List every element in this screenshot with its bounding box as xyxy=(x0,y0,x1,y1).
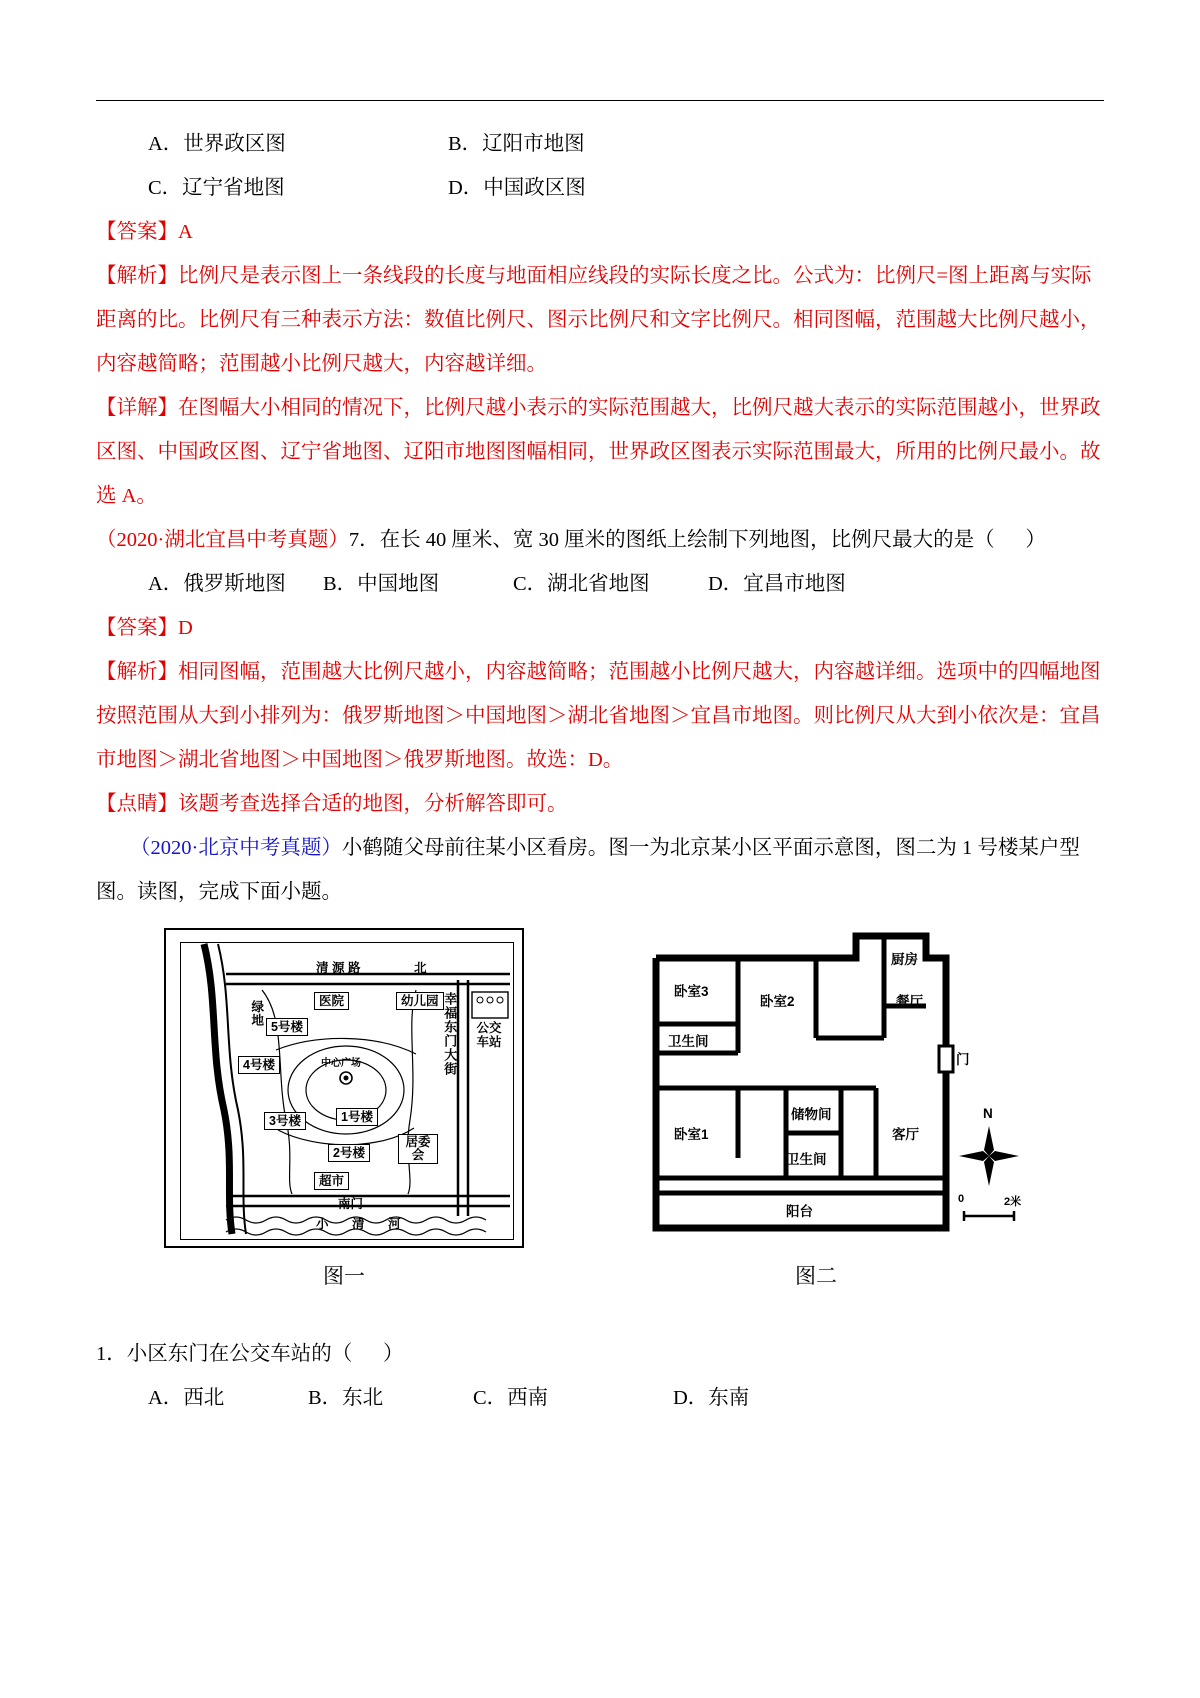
option-c-q7: C．湖北省地图 xyxy=(513,573,650,595)
answer-q7-value: D xyxy=(178,617,193,639)
fig1-kindergarten-label: 幼儿园 xyxy=(396,992,444,1010)
fig2-bedroom3-label: 卧室3 xyxy=(674,984,709,999)
option-a-q7: A．俄罗斯地图 xyxy=(148,573,286,595)
options-row-q1 xyxy=(96,1376,1104,1420)
answer-q7 xyxy=(96,606,1104,650)
option-a-q1: A．西北 xyxy=(148,1387,225,1409)
fig1-hospital-label: 医院 xyxy=(314,992,349,1010)
fig2-kitchen-label: 厨房 xyxy=(891,952,918,967)
analysis-q7-text: 相同图幅，范围越大比例尺越小，内容越简略；范围越小比例尺越大，内容越详细。选项中的四幅地图按照范围从大到小排列为：俄罗斯地图＞中国地图＞湖北省地图＞宜昌市地图。则比例尺从大到小依次是：宜昌市地图＞湖北省地图＞中国地图＞俄罗斯地图。故选：D。 xyxy=(96,661,1101,771)
fig1-building3-label: 3号楼 xyxy=(264,1112,306,1130)
point-q7 xyxy=(96,782,1104,826)
option-d-q1: D．东南 xyxy=(673,1387,750,1409)
point-q7-text: 该题考查选择合适的地图，分析解答即可。 xyxy=(178,793,568,815)
question-beijing xyxy=(96,826,1104,914)
figure2-caption: 图二 xyxy=(795,1264,837,1288)
answer-q7-tag: 【答案】 xyxy=(96,617,178,639)
option-b-q6: B．辽阳市地图 xyxy=(448,133,585,155)
options-row-q6-2 xyxy=(96,166,1104,210)
option-b-q7: B．中国地图 xyxy=(323,573,440,595)
fig1-bus-station-label: 公交车站 xyxy=(476,1021,502,1049)
point-q7-tag: 【点睛】 xyxy=(96,793,178,815)
question-1-stem: 1．小区东门在公交车站的（ ） xyxy=(96,1343,404,1365)
fig1-river-label: 小 清 河 xyxy=(316,1217,411,1231)
fig2-bedroom1-label: 卧室1 xyxy=(674,1127,709,1142)
qbj-text: 小鹤随父母前往某小区看房。图一为北京某小区平面示意图，图二为 1 号楼某户型图。读图，完成下面小题。 xyxy=(96,837,1080,903)
fig1-road-top-label: 清 源 路 xyxy=(316,961,361,975)
fig2-dining-label: 餐厅 xyxy=(896,994,923,1009)
fig1-center-square-label: 中心广场 xyxy=(321,1058,361,1069)
question-7 xyxy=(96,518,1104,562)
options-row-q7 xyxy=(96,562,1104,606)
q7-stem: 7．在长 40 厘米、宽 30 厘米的图纸上绘制下列地图，比例尺最大的是（ ） xyxy=(348,529,1046,551)
analysis-q7-tag: 【解析】 xyxy=(96,661,178,683)
answer-q6-value: A xyxy=(178,221,193,243)
fig1-building4-label: 4号楼 xyxy=(238,1056,280,1074)
fig1-committee-label: 居委会 xyxy=(398,1134,438,1164)
option-a-q6: A．世界政区图 xyxy=(148,133,286,155)
fig2-walls xyxy=(626,928,1026,1258)
option-c-q1: C．西南 xyxy=(473,1387,549,1409)
fig1-building2-label: 2号楼 xyxy=(328,1144,370,1162)
figure-neighborhood-plan xyxy=(164,928,524,1248)
fig1-building1-label: 1号楼 xyxy=(336,1108,378,1126)
fig2-bathroom1-label: 卫生间 xyxy=(668,1034,709,1049)
fig2-compass-north-label: N xyxy=(983,1106,993,1121)
header-rule xyxy=(96,100,1104,101)
q7-source: （2020·湖北宜昌中考真题） xyxy=(96,529,349,551)
fig2-scale-end-label: 2米 xyxy=(1004,1196,1022,1208)
detail-q6-text: 在图幅大小相同的情况下，比例尺越小表示的实际范围越大，比例尺越大表示的实际范围越小，世界政区图、中国政区图、辽宁省地图、辽阳市地图图幅相同，世界政区图表示实际范围最大，所用的比例尺最小。故选 A。 xyxy=(96,397,1101,507)
fig1-north-label: 北 xyxy=(414,961,427,975)
qbj-source: （2020·北京中考真题） xyxy=(130,837,342,859)
fig2-scale-start-label: 0 xyxy=(958,1193,965,1205)
fig1-supermarket-label: 超市 xyxy=(314,1172,349,1190)
analysis-q7 xyxy=(96,650,1104,782)
fig1-xingfu-street-label: 幸福东门大街 xyxy=(442,992,458,1076)
fig2-bedroom2-label: 卧室2 xyxy=(760,994,795,1009)
option-b-q1: B．东北 xyxy=(308,1387,384,1409)
option-d-q6: D．中国政区图 xyxy=(448,177,586,199)
fig2-bathroom2-label: 卫生间 xyxy=(786,1152,827,1167)
fig2-door-label: 门 xyxy=(956,1052,970,1067)
answer-q6-tag: 【答案】 xyxy=(96,221,178,243)
analysis-q6 xyxy=(96,254,1104,386)
analysis-q6-text: 比例尺是表示图上一条线段的长度与地面相应线段的实际长度之比。公式为：比例尺=图上距离与实际距离的比。比例尺有三种表示方法：数值比例尺、图示比例尺和文字比例尺。相同图幅，范围越大比例尺越小，内容越简略；范围越小比例尺越大，内容越详细。 xyxy=(96,265,1101,375)
figure1-caption: 图一 xyxy=(323,1264,365,1288)
fig2-storage-label: 储物间 xyxy=(791,1107,832,1122)
fig2-living-label: 客厅 xyxy=(892,1127,919,1142)
fig2-balcony-label: 阳台 xyxy=(786,1204,813,1219)
answer-q6 xyxy=(96,210,1104,254)
fig1-south-gate-label: 南门 xyxy=(338,1197,364,1211)
option-d-q7: D．宜昌市地图 xyxy=(708,573,846,595)
figure-floor-plan xyxy=(626,928,1026,1258)
options-row-q6-1 xyxy=(96,122,1104,166)
detail-q6 xyxy=(96,386,1104,518)
detail-q6-tag: 【详解】 xyxy=(96,397,178,419)
fig1-greenland-label: 绿地 xyxy=(249,1000,264,1027)
analysis-q6-tag: 【解析】 xyxy=(96,265,178,287)
fig1-building5-label: 5号楼 xyxy=(266,1018,308,1036)
figures-area xyxy=(96,928,1104,1308)
document-content xyxy=(96,122,1104,1420)
option-c-q6: C．辽宁省地图 xyxy=(148,177,285,199)
